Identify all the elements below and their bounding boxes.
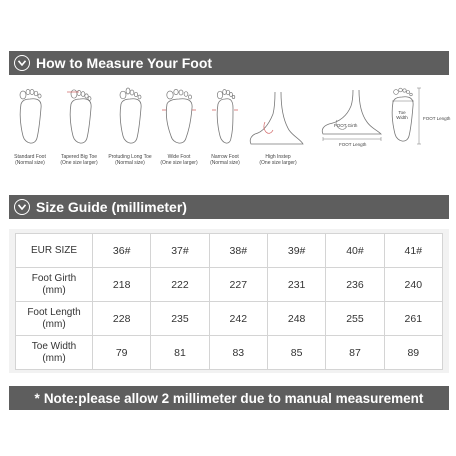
foot-type-name: Protuding Long Toe [108,154,152,160]
value-cell: 242 [209,302,267,336]
value-cell: 240 [384,268,442,302]
size-cell: 40# [326,234,384,268]
size-guide-title: Size Guide (millimeter) [36,199,187,215]
size-table [15,233,443,370]
value-cell: 248 [267,302,325,336]
foot-type-name: Standard Foot [14,154,46,160]
foot-type-name: Narrow Foot [211,154,239,160]
value-cell: 261 [384,302,442,336]
value-cell: 222 [151,268,209,302]
standard-foot-caption [9,154,51,166]
value-cell: 235 [151,302,209,336]
chevron-down-icon [14,55,30,71]
size-cell: 37# [151,234,209,268]
value-cell: 89 [384,336,442,370]
wide-foot-icon [162,86,196,148]
value-cell: 81 [151,336,209,370]
value-cell: 83 [209,336,267,370]
value-cell: 79 [93,336,151,370]
foot-girth-header [16,268,93,302]
narrow-foot-icon [211,86,239,148]
value-cell: 227 [209,268,267,302]
foot-length-right-label: FOOT Length [423,116,451,121]
protruding-long-toe-caption [107,154,153,166]
foot-type-note: (Normal size) [210,160,240,166]
row-label: Toe Width [31,340,77,352]
high-instep-caption [255,154,301,166]
how-to-measure-title: How to Measure Your Foot [36,55,213,71]
size-cell: 41# [384,234,442,268]
foot-length-label: FOOT Length [339,142,367,147]
size-cell: 38# [209,234,267,268]
standard-foot-icon [15,86,45,148]
measurement-note-banner [9,386,449,410]
tapered-big-toe-caption [57,154,101,166]
protruding-long-toe-foot-icon [115,86,145,148]
foot-type-note: (Normal size) [15,160,45,166]
size-cell: 39# [267,234,325,268]
note-star: * [34,390,40,406]
row-unit: (mm) [42,318,66,330]
row-label: Foot Length [27,306,81,318]
foot-type-note: (One size larger) [160,160,198,166]
tapered-big-toe-foot-icon [65,86,95,148]
narrow-foot-caption [203,154,247,166]
value-cell: 236 [326,268,384,302]
size-cell: 36# [93,234,151,268]
eur-size-header: EUR SIZE [16,234,93,268]
value-cell: 85 [267,336,325,370]
chevron-down-icon [14,199,30,215]
size-guide-banner [9,195,449,219]
row-unit: (mm) [42,352,66,364]
foot-girth-label: FOOT Girth [334,123,358,128]
value-cell: 231 [267,268,325,302]
table-row-foot-length [16,302,443,336]
foot-type-note: (One size larger) [259,160,297,166]
table-row-toe-width [16,336,443,370]
size-table-container [9,229,449,373]
toe-width-label: Toe Width [396,110,408,120]
foot-type-note: (Normal size) [115,160,145,166]
foot-type-name: High Instep [265,154,291,160]
foot-type-name: Tapered Big Toe [60,154,98,160]
foot-type-note: (One size larger) [60,160,98,166]
foot-type-name: Wide Foot [167,154,191,160]
value-cell: 255 [326,302,384,336]
value-cell: 218 [93,268,151,302]
foot-length-header [16,302,93,336]
table-row-header [16,234,443,268]
toe-width-header [16,336,93,370]
value-cell: 87 [326,336,384,370]
foot-types-illustration [9,86,449,181]
how-to-measure-banner [9,51,449,75]
value-cell: 228 [93,302,151,336]
wide-foot-caption [157,154,201,166]
table-row-foot-girth [16,268,443,302]
row-unit: (mm) [42,284,66,296]
note-text: Note:please allow 2 millimeter due to manual measurement [43,390,424,406]
row-label: Foot Girth [31,272,77,284]
high-instep-foot-icon [247,86,309,148]
foot-girth-length-diagram-icon [319,86,385,148]
